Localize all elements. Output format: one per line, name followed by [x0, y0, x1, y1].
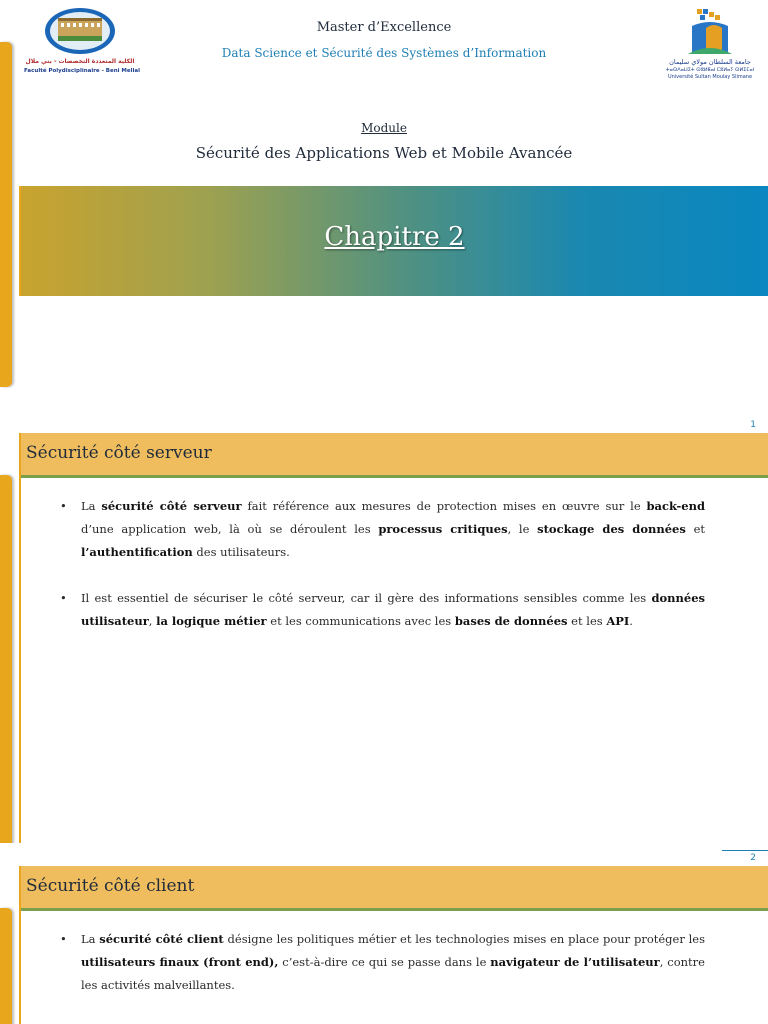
module-name: Sécurité des Applications Web et Mobile Avancée [195, 144, 573, 162]
content-slide [0, 866, 768, 1024]
chapter-banner [21, 186, 768, 296]
bullet-text: , contre les activités malveillantes. [81, 955, 705, 992]
slide-title: Sécurité côté client [26, 876, 195, 896]
bullet-text: et [685, 522, 705, 536]
university-logo-tifinagh: ⵜⴰⵙⴷⴰⵡⵉⵜ ⵙⵓⵍⵟⴰⵏ ⵎⵓⵍⴰⵢ ⵙⵍⵉⵎⴰⵏ [665, 67, 755, 73]
bold-text: navigateur de l’utilisateur [490, 955, 660, 969]
chapter-title: Chapitre 2 [324, 222, 465, 252]
university-logo-french: Université Sultan Moulay Slimane [667, 74, 753, 80]
university-logo-arabic: جامعة السلطان مولاي سليمان [669, 58, 751, 66]
slide-title-bar [21, 866, 768, 911]
bullet-text: , [148, 614, 157, 628]
bullet-text: , le [507, 522, 538, 536]
bullet-dot: • [60, 591, 67, 605]
bullet-list [60, 928, 705, 1020]
bold-text: bases de données [454, 614, 568, 628]
slide-title-bar [21, 433, 768, 478]
bold-text: sécurité côté client [99, 932, 224, 946]
slide-side-tab [0, 42, 12, 387]
bold-text: back-end [646, 499, 705, 513]
bullet-text: d’une application web, là où se déroulent les [81, 522, 379, 536]
bold-text: données utilisateur [81, 591, 705, 628]
bullet-item [60, 928, 705, 997]
faculty-logo-french: Faculté Polydisciplinaire - Beni Mellal [24, 68, 140, 74]
content-slide [0, 433, 768, 843]
bold-text: stockage des données [537, 522, 686, 536]
bold-text: la logique métier [156, 614, 267, 628]
bold-text: API [606, 614, 630, 628]
slide-side-tab [0, 908, 12, 1024]
bullet-text: La [81, 932, 100, 946]
bullet-text: désigne les politiques métier et les technologies mises en place pour protéger les [223, 932, 705, 946]
bold-text: sécurité côté serveur [101, 499, 242, 513]
faculty-logo-arabic: الكلية المتعددة التخصصات - بني ملال [25, 58, 135, 65]
bullet-text: fait référence aux mesures de protection mises en œuvre sur le [241, 499, 647, 513]
bullet-text: c’est-à-dire ce qui se passe dans le [278, 955, 491, 969]
bullet-list [60, 495, 705, 656]
page-number-rule [722, 850, 768, 851]
bullet-text: et les [567, 614, 607, 628]
title-slide [0, 0, 768, 408]
bullet-text: La [81, 499, 102, 513]
bullet-text: des utilisateurs. [192, 545, 290, 559]
bullet-dot: • [60, 932, 67, 946]
program-subtitle: Data Science et Sécurité des Systèmes d’Information [221, 46, 547, 60]
slide-title: Sécurité côté serveur [26, 443, 212, 463]
slide-side-tab [0, 475, 12, 843]
university-logo [662, 6, 758, 82]
bullet-dot: • [60, 499, 67, 513]
bold-text: processus critiques [378, 522, 508, 536]
faculty-logo [24, 6, 140, 82]
program-title: Master d’Excellence [316, 20, 452, 35]
bold-text: utilisateurs finaux (front end), [81, 955, 279, 969]
bullet-text: . [629, 614, 633, 628]
module-label: Module [361, 121, 407, 135]
page-number: 2 [750, 853, 756, 863]
slide-left-line [19, 433, 21, 843]
bold-text: l’authentification [81, 545, 193, 559]
page-number: 1 [750, 420, 756, 430]
bullet-text: Il est essentiel de sécuriser le côté serveur, car il gère des informations sensibles comme les [81, 591, 652, 605]
bullet-text: et les communications avec les [266, 614, 455, 628]
bullet-item [60, 587, 705, 633]
bullet-item [60, 495, 705, 564]
